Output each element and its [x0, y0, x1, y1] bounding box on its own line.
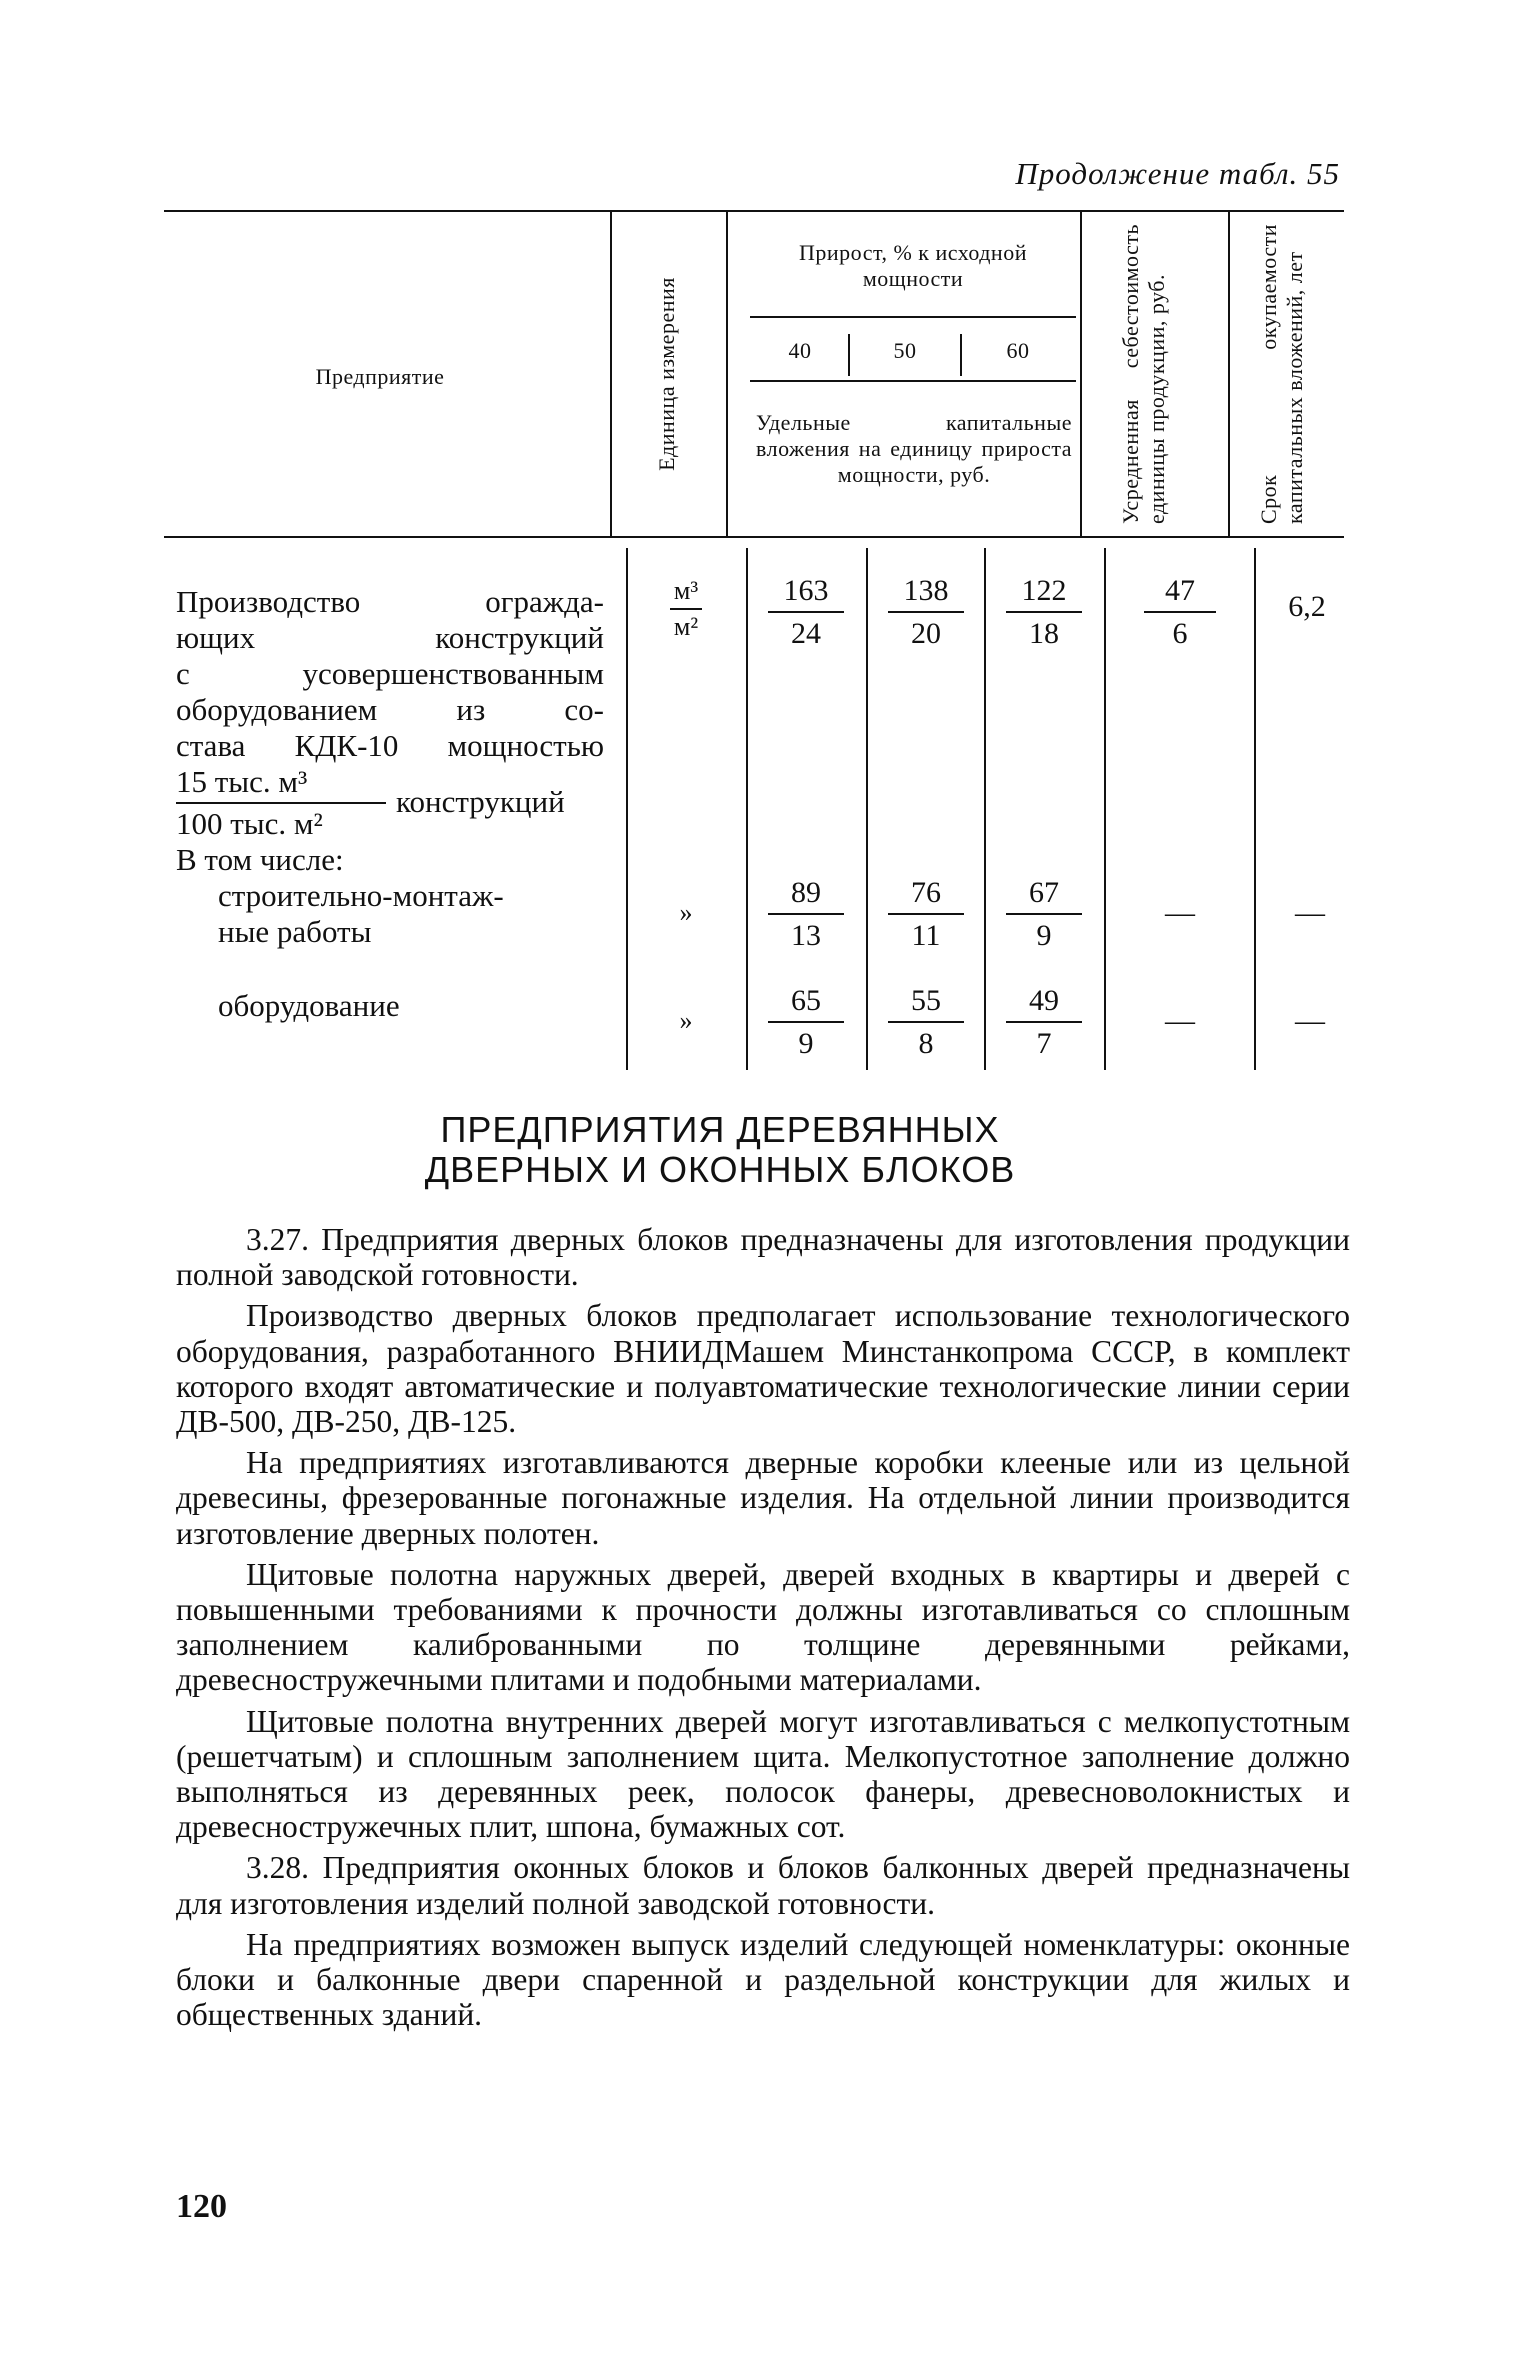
row3-unit: »	[679, 1006, 693, 1035]
header-specific-capital: Удельные капитальные вложения на единицу прироста мощности, руб.	[756, 410, 1072, 487]
row3-name: оборудование	[218, 988, 400, 1023]
row1-name-line: оборудованием из со-	[176, 692, 604, 727]
value-den: 9	[1036, 919, 1052, 952]
value-den: 13	[791, 919, 821, 952]
value-den: 9	[798, 1027, 814, 1060]
row1-capacity-fraction-bar	[176, 802, 386, 804]
value-bar	[1006, 1021, 1082, 1023]
row1-capacity-denominator: 100 тыс. м²	[176, 806, 323, 841]
row1-unit-den: м²	[673, 612, 699, 641]
value-bar	[768, 611, 844, 613]
value-bar	[768, 913, 844, 915]
table-header-bottom-rule	[164, 536, 1344, 538]
col-divider-2-head	[726, 212, 728, 536]
row1-capacity-numerator: 15 тыс. м³	[176, 764, 308, 799]
paragraph: Щитовые полотна наружных дверей, дверей входных в квартиры и дверей с повышенными требованиями к прочности должны изготавливаться со сплошным заполнением калиброванными по толщине деревянными рейками, древесностружечными плитами и подобными материалами.	[176, 1556, 1350, 1698]
row1-value-50	[876, 574, 976, 651]
row1-name-line: Производство огражда-	[176, 584, 604, 619]
col-divider-2-body	[746, 548, 748, 1070]
row3-cost: —	[1165, 1004, 1195, 1037]
row1-payback: 6,2	[1288, 590, 1326, 623]
row3-value-40	[756, 984, 856, 1061]
value-bar	[1006, 913, 1082, 915]
value-num: 138	[903, 574, 949, 607]
value-num: 49	[1029, 984, 1059, 1017]
value-num: 122	[1021, 574, 1067, 607]
value-bar	[1144, 611, 1216, 613]
value-bar	[888, 611, 964, 613]
value-den: 11	[911, 919, 941, 952]
col-divider-1-body	[626, 548, 628, 1070]
row1-unit-num: м³	[673, 576, 699, 605]
table-row-name-main	[176, 584, 604, 1024]
header-growth: Прирост, % к исходной мощности	[799, 240, 1027, 291]
col-divider-4-head	[1228, 212, 1230, 536]
row2-value-50	[876, 876, 976, 953]
value-num: 65	[791, 984, 821, 1017]
header-payback: Срок окупаемости капитальных вложений, лет	[1256, 224, 1307, 524]
paragraph: На предприятиях возможен выпуск изделий следующей номенклатуры: оконные блоки и балконные двери спаренной и раздельной конструкции для жилых и общественных зданий.	[176, 1926, 1350, 2033]
value-num: 89	[791, 876, 821, 909]
paragraph: Щитовые полотна внутренних дверей могут изготавливаться с мелкопустотным (решетчатым) и сплошным заполнением щита. Мелкопустотное заполнение должно выполняться из деревянных реек, полосок фанеры, древесноволокнистых и древесностружечных плит, шпона, бумажных сот.	[176, 1703, 1350, 1845]
paragraph: На предприятиях изготавливаются дверные коробки клееные или из цельной древесины, фрезерованные погонажные изделия. На отдельной линии производится изготовление дверных полотен.	[176, 1445, 1350, 1551]
page-number: 120	[176, 2188, 227, 2225]
row-in-that-number: В том числе:	[176, 842, 344, 877]
row2-unit: »	[679, 898, 693, 927]
header-growth-40: 40	[788, 338, 812, 363]
growth-header-rule	[750, 316, 1076, 318]
row2-payback: —	[1295, 896, 1325, 929]
value-den: 6	[1172, 617, 1188, 650]
row1-unit-bar	[670, 608, 702, 610]
table-top-rule	[164, 210, 1344, 212]
row3-payback: —	[1295, 1004, 1325, 1037]
row1-name-line: ющих конструкций	[176, 620, 604, 655]
row2-name-line: строительно-монтаж-	[218, 878, 504, 913]
paragraph: 3.27. Предприятия дверных блоков предназначены для изготовления продукции полной заводской готовности.	[176, 1222, 1350, 1293]
body-text	[176, 1222, 1350, 2038]
row1-capacity-fraction	[176, 764, 604, 842]
value-num: 55	[911, 984, 941, 1017]
row1-capacity-tail: конструкций	[396, 784, 565, 819]
row3-value-60	[994, 984, 1094, 1061]
value-num: 76	[911, 876, 941, 909]
row2-name-line: ные работы	[218, 914, 372, 949]
row2-cost: —	[1165, 896, 1195, 929]
growth-cols-rule	[750, 380, 1076, 382]
row2-value-60	[994, 876, 1094, 953]
value-bar	[1006, 611, 1082, 613]
section-heading	[300, 1110, 1140, 1190]
col-divider-6-body	[1254, 548, 1256, 1070]
row3-value-50	[876, 984, 976, 1061]
section-heading-line: ПРЕДПРИЯТИЯ ДЕРЕВЯННЫХ	[440, 1109, 1000, 1150]
paragraph: 3.28. Предприятия оконных блоков и блоков балконных дверей предназначены для изготовления изделий полной заводской готовности.	[176, 1850, 1350, 1921]
value-bar	[888, 913, 964, 915]
paragraph: Производство дверных блоков предполагает использование технологического оборудования, разработанного ВНИИДМашем Минстанкопрома СССР, в комплект которого входят автоматические и полуавтоматические технологические линии серии ДВ-500, ДВ-250, ДВ-125.	[176, 1298, 1350, 1440]
row2-value-40	[756, 876, 856, 953]
col-divider-1-head	[610, 212, 612, 536]
row1-name-line: с усовершенствованным	[176, 656, 604, 691]
value-den: 20	[911, 617, 941, 650]
row1-cost	[1120, 574, 1240, 651]
value-num: 163	[783, 574, 829, 607]
header-cost: Усредненная себестоимость единицы продукции, руб.	[1118, 224, 1169, 524]
col-divider-5-body	[1104, 548, 1106, 1070]
header-growth-50: 50	[893, 338, 917, 363]
value-den: 24	[791, 617, 821, 650]
header-unit: Единица измерения	[654, 277, 679, 471]
row1-value-40	[756, 574, 856, 651]
row1-name-line: става КДК-10 мощностью	[176, 728, 604, 763]
value-bar	[768, 1021, 844, 1023]
row1-unit	[654, 576, 718, 642]
row1-value-60	[994, 574, 1094, 651]
value-num: 47	[1165, 574, 1195, 607]
col-divider-3-body	[866, 548, 868, 1070]
col-divider-3-head	[1080, 212, 1082, 536]
col-divider-4-body	[984, 548, 986, 1070]
value-den: 8	[918, 1027, 934, 1060]
value-den: 18	[1029, 617, 1059, 650]
value-num: 67	[1029, 876, 1059, 909]
running-head: Продолжение табл. 55	[1015, 156, 1340, 191]
value-den: 7	[1036, 1027, 1052, 1060]
header-growth-60: 60	[1006, 338, 1030, 363]
value-bar	[888, 1021, 964, 1023]
header-enterprise: Предприятие	[315, 364, 445, 389]
section-heading-line: ДВЕРНЫХ И ОКОННЫХ БЛОКОВ	[424, 1149, 1016, 1190]
